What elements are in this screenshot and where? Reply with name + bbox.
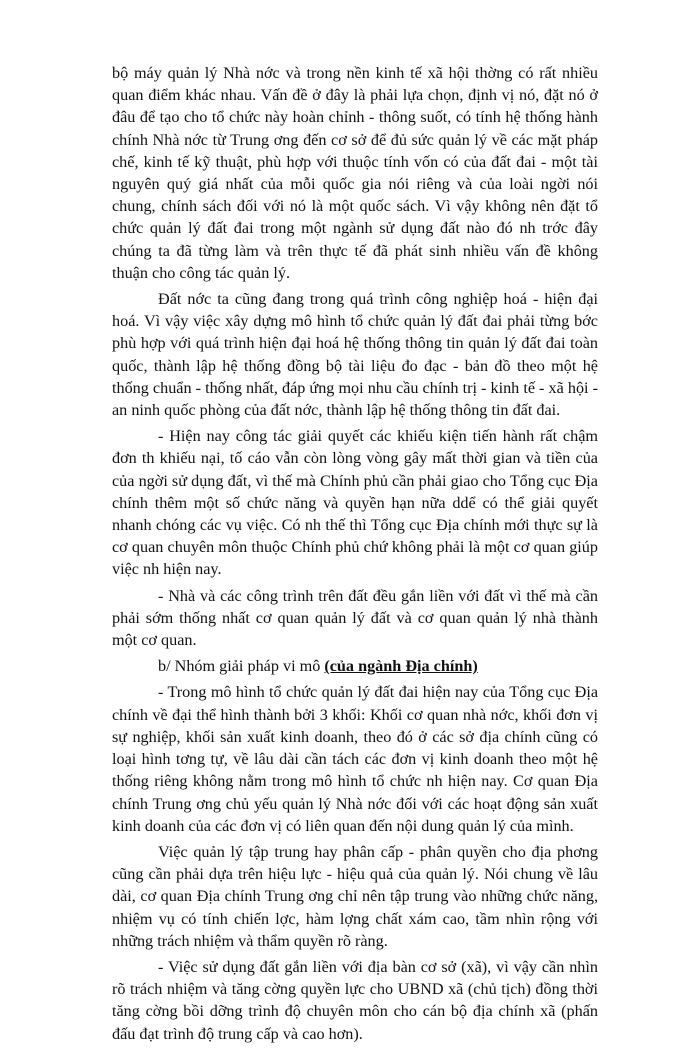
section-heading-lead: b/ Nhóm giải pháp vi mô bbox=[158, 657, 321, 676]
paragraph-7: - Việc sử dụng đất gắn liền với địa bàn cơ sở (xã), vì vậy cần nhìn rõ trách nhiệm và tăng cờng quyền lực cho UBND xã (chủ tịch) đồng thời tăng cờng bồi dỡng trình độ chuyên môn cho cán bộ địa chính xã (phấn đấu đạt trình độ trung cấp và cao hơn). bbox=[112, 957, 598, 1043]
paragraph-3: - Hiện nay công tác giải quyết các khiếu kiện tiến hành rất chậm đơn th khiếu nại, tố cáo vẫn còn lòng vòng gây mất thời gian và tiền của của ngời sử dụng đất, vì thế mà Chính phủ cần phải giao cho Tổng cục Địa chính thêm một số chức năng và quyền hạn nữa ddể có thể giải quyết nhanh chóng các vụ việc. Có nh thế thì Tổng cục Địa chính mới thực sự là cơ quan chuyên môn thuộc Chính phủ chứ không phải là một cơ quan giúp việc nh hiện nay. bbox=[112, 427, 598, 579]
paragraph-1: bộ máy quản lý Nhà nớc và trong nền kinh tế xã hội thờng có rất nhiều quan điểm khác nhau. Vấn đề ở đây là phải lựa chọn, định vị nó, đặt nó ở đâu để tạo cho tổ chức này hoàn chỉnh - thông suốt, có tính hệ thống hành chính Nhà nớc từ Trung ơng đến cơ sở để đủ sức quản lý về các mặt pháp chế, kinh tế kỹ thuật, phù hợp với thuộc tính vốn có của đất đai - một tài nguyên quý giá nhất của mỗi quốc gia nói riêng và của loài ngời nói chung, chính sách đối với nó là một quốc sách. Vì vậy không nên đặt tổ chức quản lý đất đai trong một ngành sử dụng đất nào đó nh trớc đây chúng ta đã từng làm và trên thực tế đã phát sinh nhiều vấn đề không thuận cho công tác quản lý. bbox=[112, 64, 598, 282]
section-heading bbox=[112, 655, 598, 677]
section-heading-underlined: (của ngành Địa chính) bbox=[324, 657, 478, 676]
paragraph-2: Đất nớc ta cũng đang trong quá trình công nghiệp hoá - hiện đại hoá. Vì vậy việc xây dựng mô hình tổ chức quản lý đất đai phải từng bớc phù hợp với quá trình hiện đại hoá hệ thống thông tin quản lý đất đai toàn quốc, thành lập hệ thống đồng bộ tài liệu đo đạc - bản đồ theo một hệ thống chuẩn - thống nhất, đáp ứng mọi nhu cầu chính trị - kinh tế - xã hội - an ninh quốc phòng của đất nớc, thành lập hệ thống thông tin đất đai. bbox=[112, 290, 598, 420]
paragraph-5: - Trong mô hình tổ chức quản lý đất đai hiện nay của Tổng cục Địa chính về đại thể hình thành bởi 3 khối: Khối cơ quan nhà nớc, khối đơn vị sự nghiệp, khối sản xuất kinh doanh, theo đó ở các sở địa chính cũng có loại hình tơng tự, về lâu dài cần tách các đơn vị kinh doanh theo một hệ thống riêng không nằm trong mô hình tổ chức nh hiện nay. Cơ quan Địa chính Trung ơng chủ yếu quản lý Nhà nớc đối với các hoạt động sản xuất kinh doanh của các đơn vị có liên quan đến nội dung quản lý của mình. bbox=[112, 683, 598, 835]
document-body bbox=[112, 62, 598, 1049]
paragraph-6: Việc quản lý tập trung hay phân cấp - phân quyền cho địa phơng cũng cần phải dựa trên hiệu lực - hiệu quả của quản lý. Nói chung về lâu dài, cơ quan Địa chính Trung ơng chỉ nên tập trung vào những chức năng, nhiệm vụ có tính chiến lợc, hàm lợng chất xám cao, tầm nhìn rộng với những trách nhiệm và thẩm quyền rõ ràng. bbox=[112, 842, 598, 950]
paragraph-4: - Nhà và các công trình trên đất đều gắn liền với đất vì thế mà cần phải sớm thống nhất cơ quan quản lý đất và cơ quan quản lý nhà thành một cơ quan. bbox=[112, 586, 598, 650]
